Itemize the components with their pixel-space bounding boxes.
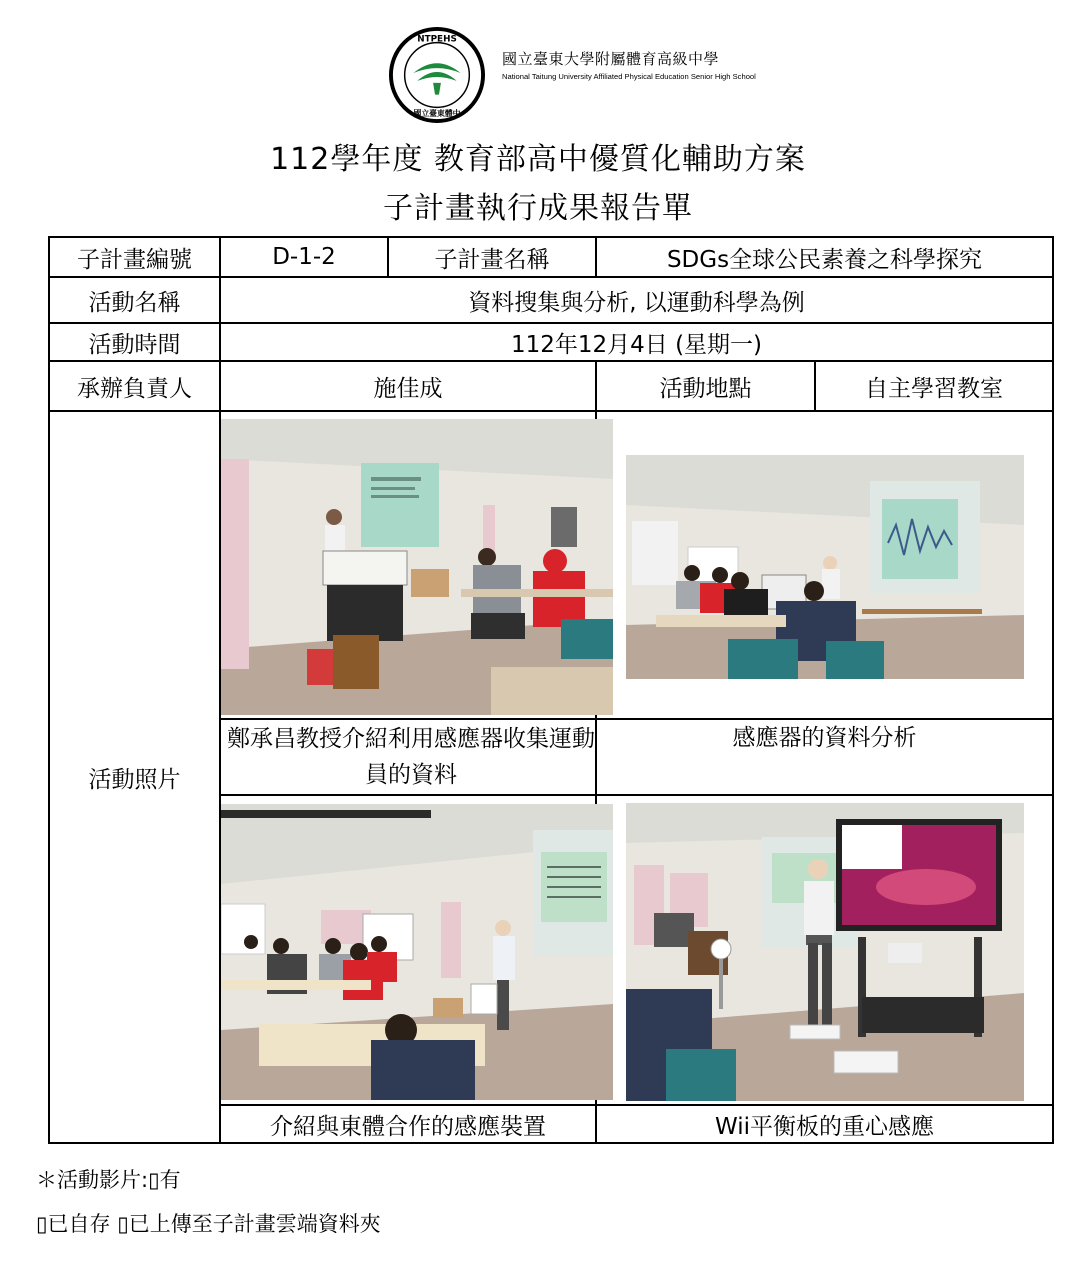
activity-time-label: 活動時間 (49, 323, 220, 361)
subplan-name-value: SDGs全球公民素養之科學探究 (596, 237, 1053, 277)
storage-note: ▯已自存 ▯已上傳至子計畫雲端資料夾 (36, 1212, 381, 1236)
photo-cell-4 (596, 795, 1053, 1105)
subplan-name-label: 子計畫名稱 (388, 237, 596, 277)
location-value: 自主學習教室 (815, 361, 1053, 411)
caption-1 (220, 719, 596, 795)
school-name (502, 50, 756, 82)
photo-cell-2 (596, 411, 1053, 719)
photo-data-analysis (626, 455, 1024, 679)
location-label: 活動地點 (596, 361, 815, 411)
photo-cell-1 (220, 411, 596, 719)
caption-3: 介紹與東體合作的感應裝置 (220, 1105, 596, 1143)
svg-text:NTPEHS: NTPEHS (417, 34, 457, 45)
photo-cell-3 (220, 795, 596, 1105)
activity-name-value: 資料搜集與分析, 以運動科學為例 (220, 277, 1053, 323)
video-note: ＊活動影片:▯有 (36, 1168, 181, 1192)
organizer-value: 施佳成 (220, 361, 596, 411)
activity-time-value: 112年12月4日 (星期一) (220, 323, 1053, 361)
school-name-en: National Taitung University Affiliated Physical Education Senior High School (502, 72, 756, 81)
report-title-line2: 子計畫執行成果報告單 (383, 191, 693, 226)
school-logo (388, 26, 486, 124)
caption-2-text: 感應器的資料分析 (732, 725, 917, 751)
caption-1-text: 鄭承昌教授介紹利用感應器收集運動員的資料 (227, 726, 595, 788)
activity-name-label: 活動名稱 (49, 277, 220, 323)
organizer-label: 承辦負責人 (49, 361, 220, 411)
caption-2 (596, 719, 1053, 795)
photos-label: 活動照片 (49, 411, 220, 1143)
report-table (48, 236, 1054, 1144)
svg-text:國立臺東體中: 國立臺東體中 (413, 109, 461, 119)
subplan-no-label: 子計畫編號 (49, 237, 220, 277)
caption-4: Wii平衡板的重心感應 (596, 1105, 1053, 1143)
photo-lecture (221, 419, 613, 715)
subplan-no-value: D-1-2 (220, 237, 388, 277)
school-name-zh: 國立臺東大學附屬體育高級中學 (502, 50, 720, 68)
photo-balance-board (626, 803, 1024, 1101)
report-title-line1: 112學年度 教育部高中優質化輔助方案 (270, 142, 806, 177)
photo-sensor-device (221, 804, 613, 1100)
